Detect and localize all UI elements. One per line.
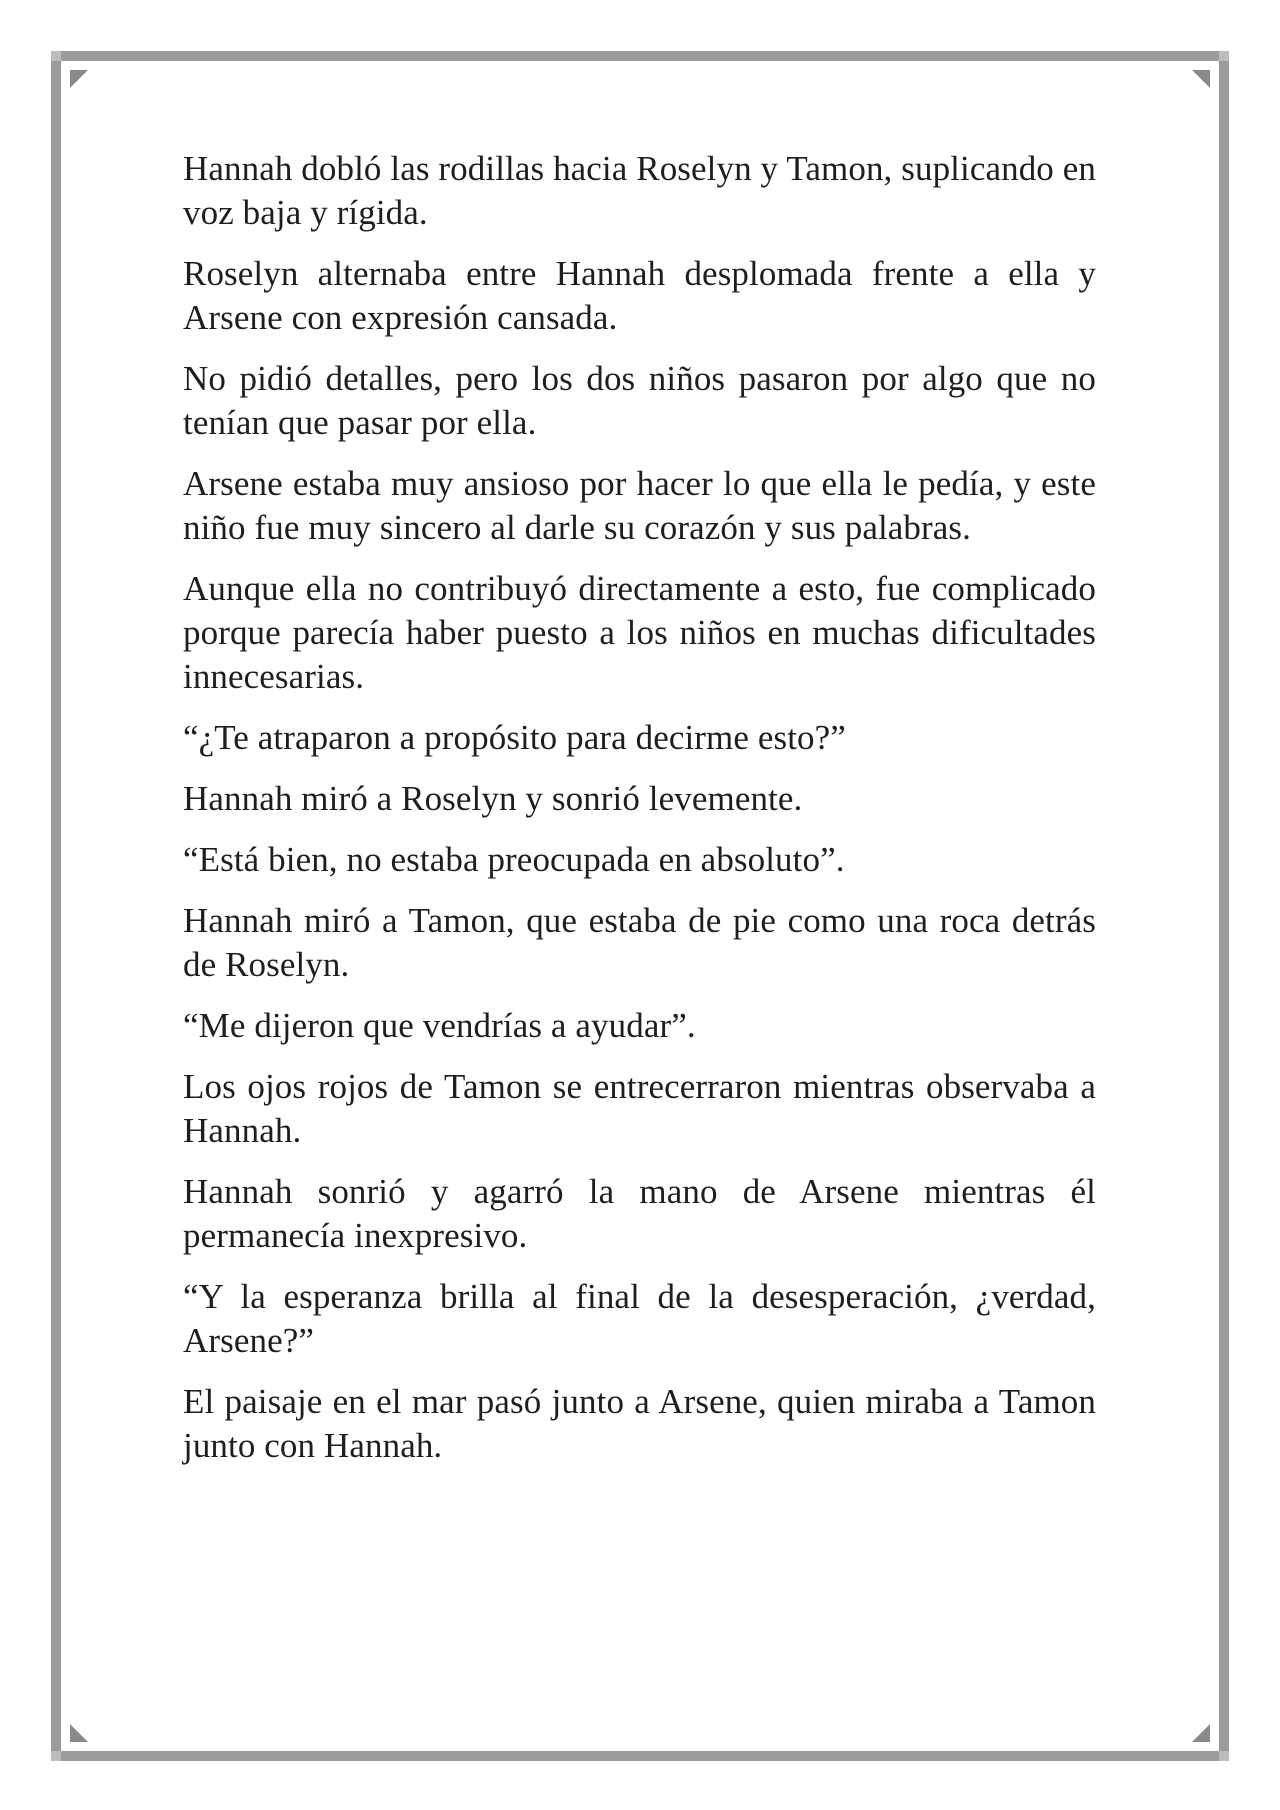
paragraph: El paisaje en el mar pasó junto a Arsene, quien miraba a Tamon junto con Hannah. — [183, 1382, 1096, 1465]
border-bottom — [58, 1751, 1221, 1761]
paragraph: “Está bien, no estaba preocupada en absoluto”. — [183, 840, 845, 879]
corner-ornament-bottom-right — [1219, 1751, 1229, 1761]
page-text — [183, 147, 1096, 1485]
corner-ornament-top-right — [1219, 51, 1229, 61]
border-top — [58, 51, 1221, 61]
paragraph: Hannah dobló las rodillas hacia Roselyn y Tamon, suplicando en voz baja y rígida. — [183, 149, 1096, 232]
corner-triangle-top-right — [1192, 70, 1210, 88]
paragraph: Hannah sonrió y agarró la mano de Arsene mientras él permanecía inexpresivo. — [183, 1172, 1096, 1255]
corner-ornament-bottom-left — [51, 1751, 61, 1761]
paragraph: Roselyn alternaba entre Hannah desplomada frente a ella y Arsene con expresión cansada. — [183, 254, 1096, 337]
paragraph: Los ojos rojos de Tamon se entrecerraron mientras observaba a Hannah. — [183, 1067, 1096, 1150]
corner-triangle-bottom-right — [1192, 1724, 1210, 1742]
paragraph: Hannah miró a Roselyn y sonrió levemente. — [183, 779, 803, 818]
border-left — [51, 58, 61, 1754]
border-right — [1219, 58, 1229, 1754]
paragraph: Arsene estaba muy ansioso por hacer lo que ella le pedía, y este niño fue muy sincero al darle su corazón y sus palabras. — [183, 464, 1096, 547]
corner-triangle-bottom-left — [70, 1724, 88, 1742]
paragraph: “¿Te atraparon a propósito para decirme esto?” — [183, 718, 846, 757]
paragraph: Hannah miró a Tamon, que estaba de pie como una roca detrás de Roselyn. — [183, 901, 1096, 984]
paragraph: “Y la esperanza brilla al final de la desesperación, ¿verdad, Arsene?” — [183, 1277, 1096, 1360]
corner-triangle-top-left — [70, 70, 88, 88]
paragraph: Aunque ella no contribuyó directamente a esto, fue complicado porque parecía haber puesto a los niños en muchas dificultades innecesarias. — [183, 569, 1096, 696]
paragraph: No pidió detalles, pero los dos niños pasaron por algo que no tenían que pasar por ella. — [183, 359, 1096, 442]
paragraph: “Me dijeron que vendrías a ayudar”. — [183, 1006, 696, 1045]
corner-ornament-top-left — [51, 51, 61, 61]
